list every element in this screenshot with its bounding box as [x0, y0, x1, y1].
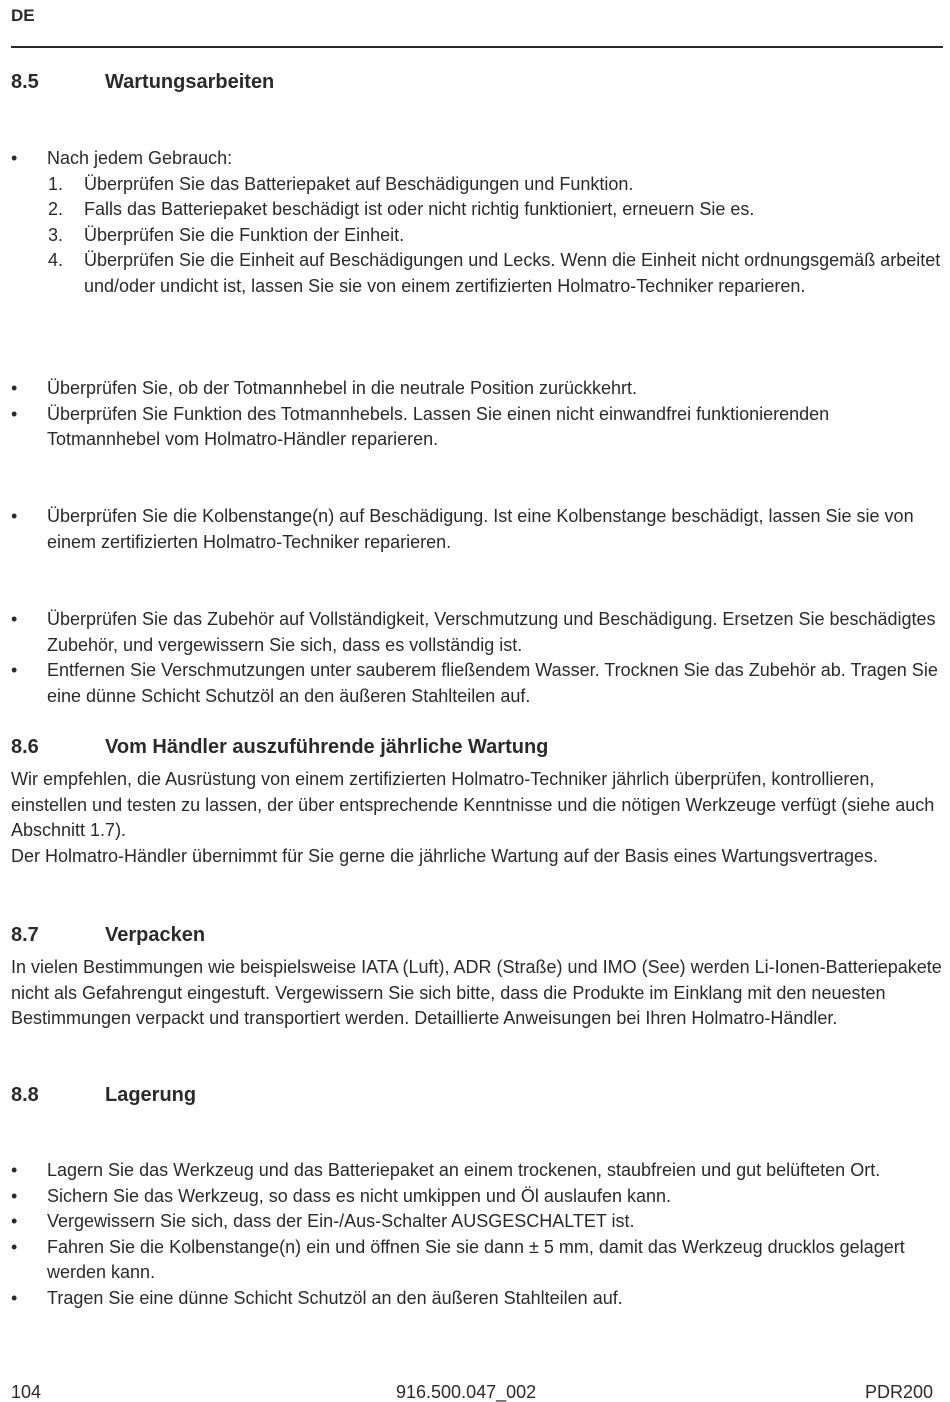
- bullet-glyph: •: [11, 1211, 18, 1232]
- paragraph: [11, 767, 943, 869]
- bullet-glyph: •: [11, 1185, 18, 1206]
- step-number: 1.: [48, 173, 64, 194]
- section-title: Vom Händler auszuführende jährliche Wartung: [105, 736, 549, 758]
- list-item-text: Entfernen Sie Verschmutzungen unter sauberem fließendem Wasser. Trocknen Sie das Zubehör ab. Tragen Sie eine dünne Schicht Schutzöl an den äußeren Stahlteilen auf.: [47, 660, 938, 706]
- list-item-text: Nach jedem Gebrauch:: [47, 148, 233, 168]
- section-number: 8.5: [11, 71, 39, 93]
- paragraph-text: Wir empfehlen, die Ausrüstung von einem zertifizierten Holmatro-Techniker jährlich überprüfen, kontrollieren, einstellen und testen zu lassen, der über entsprechende Kenntnisse und die nötigen Werkzeuge verfügt (siehe auch Abschnitt 1.7).: [11, 769, 935, 841]
- storage-block: [11, 1158, 943, 1312]
- list-item-text: Überprüfen Sie, ob der Totmannhebel in die neutrale Position zurückkehrt.: [47, 378, 638, 398]
- list-item: [11, 1286, 943, 1312]
- deadman-lever-block: [11, 376, 943, 453]
- bullet-glyph: •: [11, 1236, 18, 1257]
- section-title: Wartungsarbeiten: [105, 71, 275, 93]
- list-item-text: Sichern Sie das Werkzeug, so dass es nicht umkippen und Öl auslaufen kann.: [47, 1185, 672, 1206]
- bullet-glyph: •: [11, 378, 18, 398]
- document-number: 916.500.047_002: [396, 1382, 537, 1402]
- list-item-text: Überprüfen Sie Funktion des Totmannhebels. Lassen Sie einen nicht einwandfrei funktionierenden Totmannhebel vom Holmatro-Händler reparieren.: [47, 403, 830, 450]
- section-number: 8.6: [11, 736, 39, 758]
- step-text: Überprüfen Sie die Einheit auf Beschädigungen und Lecks. Wenn die Einheit nicht ordnungsgemäß arbeitet und/oder undicht ist, lassen Sie sie von einem zertifizierten Holmatro-Techniker reparieren.: [84, 250, 941, 296]
- list-item-text: Fahren Sie die Kolbenstange(n) ein und öffnen Sie sie dann ± 5 mm, damit das Werkzeug drucklos gelagert werden kann.: [47, 1236, 905, 1283]
- paragraph-text: Der Holmatro-Händler übernimmt für Sie gerne die jährliche Wartung auf der Basis eines Wartungsvertrages.: [11, 845, 879, 866]
- section-heading-8-7: [11, 923, 931, 947]
- list-item: [11, 146, 943, 172]
- section-title: Verpacken: [105, 924, 206, 946]
- paragraph-text: In vielen Bestimmungen wie beispielsweise IATA (Luft), ADR (Straße) und IMO (See) werden Li-Ionen-Batteriepakete nicht als Gefahrengut eingestuft. Vergewissern Sie sich bitte, dass die Produkte im Einklang mit den neuesten Bestimmungen verpackt und transportiert werden. Detaillierte Anweisungen bei Ihren Holmatro-Händler.: [11, 957, 942, 1029]
- bullet-glyph: •: [11, 660, 18, 681]
- section-heading-8-5: [11, 70, 931, 94]
- list-item: [11, 504, 943, 555]
- list-item-text: Tragen Sie eine dünne Schicht Schutzöl an den äußeren Stahlteilen auf.: [47, 1287, 623, 1308]
- list-item: [11, 1235, 943, 1286]
- section-heading-8-8: [11, 1083, 931, 1107]
- section-title: Lagerung: [105, 1084, 197, 1106]
- numbered-item: [11, 172, 943, 198]
- numbered-item: [11, 197, 943, 223]
- step-text: Überprüfen Sie die Funktion der Einheit.: [84, 224, 405, 245]
- bullet-glyph: •: [11, 403, 18, 424]
- section-heading-8-6: [11, 735, 931, 759]
- step-number: 2.: [48, 199, 64, 220]
- step-text: Überprüfen Sie das Batteriepaket auf Beschädigungen und Funktion.: [84, 173, 634, 194]
- paragraph: [11, 955, 943, 1032]
- list-item: [11, 658, 943, 709]
- step-text: Falls das Batteriepaket beschädigt ist oder nicht richtig funktioniert, erneuern Sie es.: [84, 199, 755, 220]
- list-item: [11, 402, 943, 453]
- numbered-item: [11, 248, 943, 299]
- product-code: PDR200: [865, 1382, 934, 1402]
- list-item-text: Überprüfen Sie die Kolbenstange(n) auf Beschädigung. Ist eine Kolbenstange beschädigt, lassen Sie sie von einem zertifizierten Holmatro-Techniker reparieren.: [47, 506, 914, 552]
- bullet-glyph: •: [11, 1160, 18, 1180]
- list-item-text: Lagern Sie das Werkzeug und das Batteriepaket an einem trockenen, staubfreien und gut belüfteten Ort.: [47, 1160, 881, 1180]
- list-item: [11, 1209, 943, 1235]
- list-item: [11, 1158, 943, 1184]
- piston-rod-block: [11, 504, 943, 555]
- section-number: 8.8: [11, 1084, 39, 1106]
- bullet-glyph: •: [11, 1287, 18, 1308]
- after-use-block: [11, 146, 943, 300]
- section-number: 8.7: [11, 924, 39, 946]
- accessory-block: [11, 607, 943, 709]
- bullet-glyph: •: [11, 506, 18, 526]
- list-item: [11, 376, 943, 402]
- step-number: 3.: [48, 224, 64, 245]
- list-item-text: Überprüfen Sie das Zubehör auf Vollständigkeit, Verschmutzung und Beschädigung. Ersetzen Sie beschädigtes Zubehör, und vergewissern Sie sich, dass es vollständig ist.: [47, 609, 936, 655]
- step-number: 4.: [48, 250, 64, 271]
- list-item: [11, 607, 943, 658]
- bullet-glyph: •: [11, 148, 18, 168]
- list-item-text: Vergewissern Sie sich, dass der Ein-/Aus-Schalter AUSGESCHALTET ist.: [47, 1211, 635, 1232]
- list-item: [11, 1184, 943, 1210]
- numbered-item: [11, 223, 943, 249]
- page-number: 104: [11, 1382, 42, 1402]
- language-code: DE: [11, 6, 35, 25]
- header-divider: [11, 46, 943, 48]
- bullet-glyph: •: [11, 609, 18, 629]
